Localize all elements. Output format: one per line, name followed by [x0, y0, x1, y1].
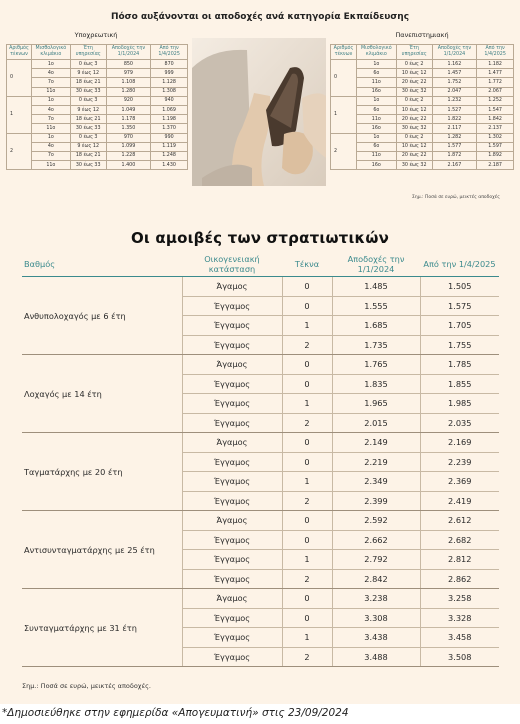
header-pay-2025: Από την 1/4/2025	[420, 253, 499, 277]
table-cell: 4ο	[31, 142, 70, 151]
table-cell: 1ο	[356, 60, 396, 69]
table-cell: 1.555	[332, 296, 420, 316]
table-row	[7, 115, 188, 124]
table-cell: 16ο	[356, 124, 396, 133]
table-cell: 1.527	[432, 105, 477, 114]
table-cell: 920	[106, 96, 151, 105]
table-cell: 18 έως 21	[70, 78, 106, 87]
right-header: Από την 1/4/2025	[477, 45, 514, 60]
table-row	[7, 69, 188, 78]
table-cell: 30 έως 32	[396, 87, 432, 96]
children-count: 2	[331, 133, 357, 170]
table-cell: Έγγαμος	[182, 628, 282, 648]
table-cell: 11ο	[356, 78, 396, 87]
table-row	[331, 105, 514, 114]
table-cell: 1.765	[332, 355, 420, 375]
table-cell: 0	[282, 511, 332, 531]
table-row	[22, 511, 499, 531]
table-cell: 3.488	[332, 647, 420, 667]
table-cell: 850	[106, 60, 151, 69]
table-cell: 2.035	[420, 413, 499, 433]
table-cell: 1ο	[356, 133, 396, 142]
military-title: Οι αμοιβές των στρατιωτικών	[130, 229, 390, 247]
table-cell: 0 έως 2	[396, 60, 432, 69]
table-cell: 1.752	[432, 78, 477, 87]
left-header: Από την 1/4/2025	[151, 45, 188, 60]
table-cell: 1.119	[151, 142, 188, 151]
table-cell: 2.015	[332, 413, 420, 433]
children-count: 0	[7, 60, 32, 97]
table-cell: Έγγαμος	[182, 452, 282, 472]
table-row	[331, 96, 514, 105]
table-row	[331, 161, 514, 170]
table-cell: 1.735	[332, 335, 420, 355]
table-cell: 1.577	[432, 142, 477, 151]
table-cell: 20 έως 22	[396, 78, 432, 87]
table-row	[7, 142, 188, 151]
university-education-table	[330, 44, 514, 170]
table-cell: 3.458	[420, 628, 499, 648]
table-row	[331, 78, 514, 87]
table-cell: 2.862	[420, 569, 499, 589]
table-cell: 2.167	[432, 161, 477, 170]
table-cell: 1.575	[420, 296, 499, 316]
left-header: Αριθμός τέκνων	[7, 45, 32, 60]
table-cell: 9 έως 12	[70, 69, 106, 78]
table-cell: 20 έως 22	[396, 115, 432, 124]
table-cell: 2.842	[332, 569, 420, 589]
table-cell: 1.280	[106, 87, 151, 96]
table-cell: 1.892	[477, 151, 514, 160]
table-cell: 2.067	[477, 87, 514, 96]
table-cell: 3.258	[420, 589, 499, 609]
table-row	[22, 277, 499, 297]
table-cell: 1.308	[151, 87, 188, 96]
publication-footnote: *Δημοσιεύθηκε στην εφημερίδα «Απογευματινή» στις 23/09/2024	[2, 707, 349, 719]
table-cell: 1.485	[332, 277, 420, 297]
table-cell: Έγγαμος	[182, 374, 282, 394]
table-cell: 1.547	[477, 105, 514, 114]
table-cell: Άγαμος	[182, 589, 282, 609]
table-cell: 11ο	[356, 115, 396, 124]
wallet-hands-photo	[192, 38, 326, 186]
table-cell: 2.369	[420, 472, 499, 492]
table-cell: 2.662	[332, 530, 420, 550]
table-cell: 1	[282, 550, 332, 570]
table-row	[7, 87, 188, 96]
table-cell: 1.248	[151, 151, 188, 160]
rank-label: Συνταγματάρχης με 31 έτη	[22, 589, 182, 667]
table-row	[331, 69, 514, 78]
table-cell: 1.822	[432, 115, 477, 124]
military-note: Σημ.: Ποσά σε ευρώ, μεικτές αποδοχές.	[22, 682, 151, 690]
table-cell: 16ο	[356, 161, 396, 170]
table-cell: 2	[282, 413, 332, 433]
right-header: Έτη υπηρεσίας	[396, 45, 432, 60]
table-cell: Έγγαμος	[182, 394, 282, 414]
table-cell: Άγαμος	[182, 355, 282, 375]
table-cell: Έγγαμος	[182, 413, 282, 433]
table-cell: 3.238	[332, 589, 420, 609]
left-header: Αποδοχές την 1/1/2024	[106, 45, 151, 60]
table-cell: 1.069	[151, 105, 188, 114]
table-row	[331, 124, 514, 133]
table-cell: 1.232	[432, 96, 477, 105]
table-cell: 1.228	[106, 151, 151, 160]
table-row	[331, 87, 514, 96]
table-cell: 2.592	[332, 511, 420, 531]
table-cell: 7ο	[31, 151, 70, 160]
table-cell: 999	[151, 69, 188, 78]
header-family-status: Οικογενειακή κατάσταση	[182, 253, 282, 277]
table-cell: 2.812	[420, 550, 499, 570]
compulsory-education-table	[6, 44, 188, 170]
table-cell: 30 έως 32	[396, 124, 432, 133]
table-cell: 1	[282, 628, 332, 648]
table-cell: 16ο	[356, 87, 396, 96]
table-cell: 1.835	[332, 374, 420, 394]
table-cell: 2.149	[332, 433, 420, 453]
table-cell: 1.282	[432, 133, 477, 142]
table-cell: Άγαμος	[182, 511, 282, 531]
table-cell: 1.099	[106, 142, 151, 151]
table-cell: Έγγαμος	[182, 491, 282, 511]
table-cell: 4ο	[31, 105, 70, 114]
table-cell: 1	[282, 472, 332, 492]
right-header: Μισθολογικό κλιμάκιο	[356, 45, 396, 60]
table-cell: 0	[282, 530, 332, 550]
header-children: Τέκνα	[282, 253, 332, 277]
table-row	[22, 433, 499, 453]
table-cell: 1.772	[477, 78, 514, 87]
table-cell: 18 έως 21	[70, 115, 106, 124]
table-cell: 0	[282, 608, 332, 628]
table-cell: 1.505	[420, 277, 499, 297]
header-pay-2024: Αποδοχές την 1/1/2024	[332, 253, 420, 277]
table-cell: 1.198	[151, 115, 188, 124]
right-table-note: Σημ.: Ποσά σε ευρώ, μεικτές αποδοχές	[412, 195, 500, 200]
table-cell: 1ο	[356, 96, 396, 105]
rank-label: Αντισυνταγματάρχης με 25 έτη	[22, 511, 182, 589]
table-cell: 2.612	[420, 511, 499, 531]
table-cell: 1	[282, 316, 332, 336]
table-cell: 0	[282, 374, 332, 394]
table-cell: 2.047	[432, 87, 477, 96]
table-cell: 1.108	[106, 78, 151, 87]
table-cell: 2	[282, 335, 332, 355]
table-cell: Έγγαμος	[182, 335, 282, 355]
table-cell: 2.419	[420, 491, 499, 511]
children-count: 2	[7, 133, 32, 170]
table-cell: 4ο	[31, 69, 70, 78]
table-cell: 2.399	[332, 491, 420, 511]
table-cell: 2.219	[332, 452, 420, 472]
table-cell: 940	[151, 96, 188, 105]
table-cell: 18 έως 21	[70, 151, 106, 160]
table-cell: 30 έως 33	[70, 161, 106, 170]
table-cell: 10 έως 12	[396, 142, 432, 151]
table-cell: 1.705	[420, 316, 499, 336]
table-cell: 2.682	[420, 530, 499, 550]
table-row	[331, 142, 514, 151]
children-count: 0	[331, 60, 357, 97]
table-row	[7, 60, 188, 69]
table-cell: 3.308	[332, 608, 420, 628]
table-cell: 2	[282, 647, 332, 667]
table-cell: 2.169	[420, 433, 499, 453]
table-cell: 979	[106, 69, 151, 78]
table-row	[7, 105, 188, 114]
table-row	[331, 133, 514, 142]
table-cell: 6ο	[356, 142, 396, 151]
rank-label: Λοχαγός με 14 έτη	[22, 355, 182, 433]
table-cell: Έγγαμος	[182, 316, 282, 336]
table-cell: 1.842	[477, 115, 514, 124]
table-cell: 1.400	[106, 161, 151, 170]
table-cell: 11ο	[31, 124, 70, 133]
table-cell: Έγγαμος	[182, 550, 282, 570]
table-cell: 2.117	[432, 124, 477, 133]
children-count: 1	[7, 96, 32, 133]
table-cell: 1	[282, 394, 332, 414]
table-cell: 0	[282, 277, 332, 297]
table-cell: Άγαμος	[182, 277, 282, 297]
table-cell: 9 έως 12	[70, 142, 106, 151]
table-cell: 0 έως 3	[70, 133, 106, 142]
table-cell: 1.855	[420, 374, 499, 394]
table-row	[7, 78, 188, 87]
table-row	[22, 355, 499, 375]
table-cell: 1.178	[106, 115, 151, 124]
table-cell: 20 έως 22	[396, 151, 432, 160]
left-header: Μισθολογικό κλιμάκιο	[31, 45, 70, 60]
table-row	[7, 161, 188, 170]
table-cell: 11ο	[356, 151, 396, 160]
table-cell: 1.162	[432, 60, 477, 69]
table-cell: 1.128	[151, 78, 188, 87]
table-cell: 990	[151, 133, 188, 142]
table-row	[331, 115, 514, 124]
table-cell: 0	[282, 296, 332, 316]
table-cell: 970	[106, 133, 151, 142]
table-cell: 0	[282, 589, 332, 609]
table-cell: 3.508	[420, 647, 499, 667]
table-cell: 1.685	[332, 316, 420, 336]
table-cell: 1.785	[420, 355, 499, 375]
rank-label: Ταγματάρχης με 20 έτη	[22, 433, 182, 511]
table-cell: 7ο	[31, 78, 70, 87]
table-row	[7, 124, 188, 133]
children-count: 1	[331, 96, 357, 133]
table-cell: Έγγαμος	[182, 530, 282, 550]
table-cell: Έγγαμος	[182, 296, 282, 316]
table-cell: 870	[151, 60, 188, 69]
table-cell: 1.477	[477, 69, 514, 78]
right-section-title: Πανεπιστημιακή	[395, 31, 449, 39]
table-cell: 11ο	[31, 161, 70, 170]
right-header: Αριθμός τέκνων	[331, 45, 357, 60]
table-cell: 1.872	[432, 151, 477, 160]
table-cell: 1.350	[106, 124, 151, 133]
table-cell: 0 έως 3	[70, 96, 106, 105]
table-cell: 1.370	[151, 124, 188, 133]
table-cell: 0 έως 2	[396, 96, 432, 105]
table-row	[7, 96, 188, 105]
table-cell: 0 έως 2	[396, 133, 432, 142]
table-cell: 1.965	[332, 394, 420, 414]
table-cell: 1.252	[477, 96, 514, 105]
table-row	[7, 151, 188, 160]
table-cell: 2.187	[477, 161, 514, 170]
table-cell: 7ο	[31, 115, 70, 124]
top-title: Πόσο αυξάνονται οι αποδοχές ανά κατηγορία Εκπαίδευσης	[110, 12, 410, 22]
table-cell: 1ο	[31, 96, 70, 105]
table-cell: 1ο	[31, 133, 70, 142]
military-pay-table	[22, 253, 499, 667]
table-cell: 1.182	[477, 60, 514, 69]
table-row	[22, 589, 499, 609]
table-cell: Άγαμος	[182, 433, 282, 453]
table-cell: 1.302	[477, 133, 514, 142]
table-cell: Έγγαμος	[182, 608, 282, 628]
table-cell: 2.137	[477, 124, 514, 133]
table-cell: 0 έως 3	[70, 60, 106, 69]
table-row	[331, 60, 514, 69]
table-cell: 6ο	[356, 105, 396, 114]
table-cell: 30 έως 33	[70, 87, 106, 96]
rank-label: Ανθυπολοχαγός με 6 έτη	[22, 277, 182, 355]
table-cell: 10 έως 12	[396, 69, 432, 78]
table-cell: 2.349	[332, 472, 420, 492]
table-cell: 0	[282, 452, 332, 472]
table-cell: 1.430	[151, 161, 188, 170]
table-cell: 30 έως 32	[396, 161, 432, 170]
table-cell: Έγγαμος	[182, 472, 282, 492]
table-cell: 2	[282, 491, 332, 511]
table-cell: 2.239	[420, 452, 499, 472]
table-cell: 10 έως 12	[396, 105, 432, 114]
left-header: Έτη υπηρεσίας	[70, 45, 106, 60]
header-rank: Βαθμός	[22, 253, 182, 277]
table-cell: Έγγαμος	[182, 647, 282, 667]
table-cell: 9 έως 12	[70, 105, 106, 114]
table-cell: 0	[282, 433, 332, 453]
left-section-title: Υποχρεωτική	[74, 31, 118, 39]
right-header: Αποδοχές την 1/1/2024	[432, 45, 477, 60]
table-cell: 1.755	[420, 335, 499, 355]
table-cell: 3.438	[332, 628, 420, 648]
table-cell: 11ο	[31, 87, 70, 96]
table-cell: 1.049	[106, 105, 151, 114]
table-cell: Έγγαμος	[182, 569, 282, 589]
table-row	[331, 151, 514, 160]
table-cell: 1.985	[420, 394, 499, 414]
table-cell: 3.328	[420, 608, 499, 628]
table-cell: 2	[282, 569, 332, 589]
table-row	[7, 133, 188, 142]
table-cell: 1.457	[432, 69, 477, 78]
table-cell: 2.792	[332, 550, 420, 570]
table-cell: 0	[282, 355, 332, 375]
table-cell: 1.597	[477, 142, 514, 151]
table-cell: 6ο	[356, 69, 396, 78]
table-cell: 1ο	[31, 60, 70, 69]
table-cell: 30 έως 33	[70, 124, 106, 133]
